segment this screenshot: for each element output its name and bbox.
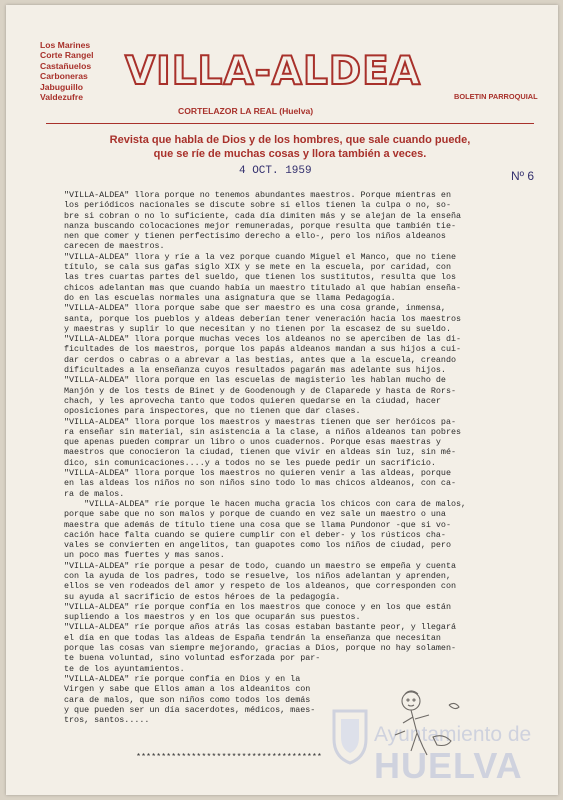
article-line: te de los ayuntamientos. xyxy=(64,663,185,674)
article-line: "VILLA-ALDEA" llora porque muchas veces los aldeanos no se aperciben de las di- xyxy=(64,334,462,345)
article-body xyxy=(64,190,516,725)
article-line: tros, santos..... xyxy=(64,715,150,726)
motto-line: Revista que habla de Dios y de los hombres, que sale cuando puede, xyxy=(109,134,471,146)
village-list xyxy=(40,40,93,102)
village-name: Los Marines xyxy=(40,40,91,50)
article-line: maestra que además de título tiene una cosa que se llama Pundonor -que si vo- xyxy=(64,519,451,530)
article-line: te buena voluntad, sino voluntad esforzada por par- xyxy=(64,653,321,664)
article-line: supliendo a los maestros y en los que ocuparán sus puestos. xyxy=(64,612,361,623)
village-name: Corte Rangel xyxy=(40,50,94,61)
date-stamp: 4 OCT. 1959 xyxy=(239,165,312,177)
article-line: y maestras y suplir lo que necesitan y no tienen por la escasez de su sueldo. xyxy=(64,323,451,334)
article-line: ellos se ven rodeados del amor y respeto de los aldeanos, que corresponden con xyxy=(64,581,457,592)
article-line: el día en que todas las aldeas de España tendrán la enseñanza que necesitan xyxy=(64,632,441,643)
article-line: que apenas pueden comprar un libro o unos cuadernos. Porque esas maestras y xyxy=(64,437,441,448)
article-line: "VILLA-ALDEA" llora porque no tenemos abundantes maestros. Porque mientras en xyxy=(64,190,451,200)
masthead-title: VILLA-ALDEA xyxy=(125,49,421,94)
article-line: porque sabe que no son malos y porque de cuando en vez sale un maestro o una xyxy=(64,509,446,520)
article-line: oposiciones para inspectores, que no tienen que dar clases. xyxy=(64,406,361,417)
watermark-line1: Ayuntamiento de xyxy=(374,723,532,746)
article-line: Manjón y de los tests de Binet y de Goodenough y de Claparede y hasta de Rors- xyxy=(64,385,457,396)
article-line: "VILLA-ALDEA" ríe porque años atrás las cosas estaban bastante peor, y llegará xyxy=(64,622,457,633)
article-line: título, se cala sus gafas siglo XIX y se mete en la escuela, por caridad, con xyxy=(64,262,451,273)
coat-of-arms-icon xyxy=(331,705,369,765)
article-line: cación hace falta cuando se quiere cumplir con el deber- y los rústicos cha- xyxy=(64,529,446,540)
article-line: ra de malos. xyxy=(64,488,125,499)
article-line: "VILLA-ALDEA" llora y ríe a la vez porque cuando Miguel el Manco, que no tiene xyxy=(64,251,457,262)
article-line: chach, y les aprovecha tanto que todos quieren quedarse en la ciudad, hacer xyxy=(64,395,441,406)
village-name: Castañuelos xyxy=(40,60,92,71)
article-line: dar cerdos o cabras o a abrevar a las bestias, antes que a la escuela, creando xyxy=(64,354,457,365)
article-line: "VILLA-ALDEA" llora porque los maestros no quieren venir a las aldeas, porque xyxy=(64,468,451,479)
article-line: su ayuda al sacrificio de estos héroes de la pedagogía. xyxy=(64,591,341,602)
boy-drawing-icon xyxy=(393,685,465,767)
article-line: en las aldeas los niños no son niños sino todo lo mas chicos aldeanos, con ca- xyxy=(64,478,457,489)
article-line: vales se convierten en angelitos, tan guapotes como los niños de ciudad, pero xyxy=(64,540,451,551)
article-line: bre si cobran o no lo suficiente, cada día dimiten más y se alejan de la enseña xyxy=(64,210,462,221)
article-line: maestros que conocieron la ciudad, tienen que vivir en aldeas sin luz, sin mé- xyxy=(64,447,457,458)
article-line: nen que comer y tienen perfectísimo derecho a ello-, pero los niños aldeanos xyxy=(64,231,446,242)
motto-line: que se ríe de muchas cosas y llora también a veces. xyxy=(153,148,427,160)
village-name: Jabuguillo xyxy=(40,81,83,92)
article-line: nanza buscando colocaciones mejor remuneradas, porque resulta que también tie- xyxy=(64,220,457,231)
issue-number: Nº 6 xyxy=(511,169,535,183)
article-line: cara de malos, que son niños como todos los demás xyxy=(64,694,311,705)
village-name: Valdezufre xyxy=(40,92,83,103)
article-line: "VILLA-ALDEA" llora porque sabe que ser maestro es una cosa grande, inmensa, xyxy=(64,303,446,314)
article-line: Virgen y sabe que Ellos aman a los aldeanitos con xyxy=(64,684,311,695)
article-line: "VILLA-ALDEA" ríe porque le hacen mucha gracia los chicos con cara de malos, xyxy=(64,498,467,509)
article-line: dificultades a la enseñanza cuyos resultados pagarán mas adelante sus hijos. xyxy=(64,365,446,376)
article-line: do en las escuelas normales una asignatura que se llama Pedagogía. xyxy=(64,292,396,303)
article-line: "VILLA-ALDEA" ríe porque a pesar de todo, cuando un maestro se empeña y cuenta xyxy=(64,560,457,571)
article-line: "VILLA-ALDEA" ríe porque confía en los maestros que conoce y en los que están xyxy=(64,601,451,612)
separator-stars: ************************************* xyxy=(136,752,322,762)
village-name: Carboneras xyxy=(40,71,88,82)
article-line: y que pueden ser un día sacerdotes, médicos, maes- xyxy=(64,704,316,715)
motto xyxy=(46,133,534,161)
article-line: "VILLA-ALDEA" llora porque los maestros y maestras tienen que ser heróicos pa- xyxy=(64,416,457,427)
masthead-subtitle: CORTELAZOR LA REAL (Huelva) xyxy=(178,106,314,116)
article-line: ficultades de los maestros, porque los papás aldeanos mandan a sus hijos a cui- xyxy=(64,344,462,355)
article-line: porque las cosas van siempre mejorando, gracias a Dios, porque no hay solamen- xyxy=(64,643,457,654)
article-line: chicos adelantan mas que cuando había un maestro titulado al que habían enseña- xyxy=(64,282,462,293)
article-line: "VILLA-ALDEA" ríe porque confía en Dios y en la xyxy=(64,673,301,684)
newsletter-page xyxy=(6,5,558,795)
header-divider xyxy=(46,123,534,124)
article-line: carecen de maestros. xyxy=(64,241,165,252)
article-line: ra enseñar sin material, sin asistencia a la clase, a niños aldeanos tan pobres xyxy=(64,426,462,437)
watermark-line2: HUELVA xyxy=(374,745,523,786)
article-line: "VILLA-ALDEA" llora porque en las escuelas de magisterio les hablan mucho de xyxy=(64,375,446,386)
article-line: las tres cuartas partes del sueldo, que tienen los sustitutos, resulta que los xyxy=(64,272,457,283)
article-line: dico, sin comunicaciones....y a todos no se les puede pedir un sacrificio. xyxy=(64,457,436,468)
article-line: un poco mas fuertes y mas sanos. xyxy=(64,550,225,561)
article-line: los periódicos nacionales se discute sobre si ellos tienen la culpa o no, so- xyxy=(64,200,451,211)
bulletin-label: BOLETIN PARROQUIAL xyxy=(454,92,538,101)
article-line: santa, porque los pueblos y aldeas deberían tener veneración hacia los maestros xyxy=(64,313,462,324)
article-line: con la ayuda de los padres, todo se resuelve, los niños adelantan y aprenden, xyxy=(64,570,451,581)
